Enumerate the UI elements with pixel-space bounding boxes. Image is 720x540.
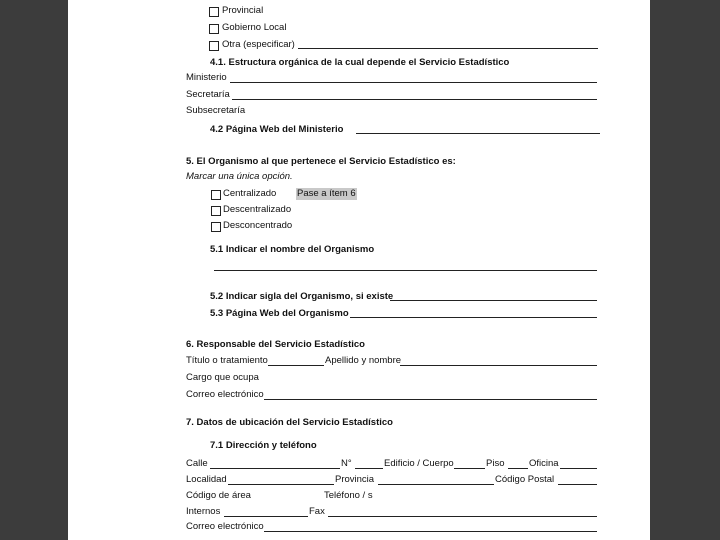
- calle-field[interactable]: [210, 468, 340, 469]
- sigla-organismo-field[interactable]: [390, 300, 597, 301]
- apellido-label: Apellido y nombre: [325, 355, 402, 366]
- option-gobierno-local-label: Gobierno Local: [222, 22, 287, 33]
- option-provincial-label: Provincial: [222, 5, 264, 16]
- q53-title: 5.3 Página Web del Organismo: [210, 308, 349, 319]
- numero-field[interactable]: [355, 468, 383, 469]
- piso-label: Piso: [486, 458, 505, 469]
- secretaria-label: Secretaría: [186, 89, 230, 100]
- edificio-label: Edificio / Cuerpo: [384, 458, 454, 469]
- correo-servicio-label: Correo electrónico: [186, 521, 264, 532]
- titulo-field[interactable]: [268, 365, 324, 366]
- pase-item-note: Pase a ítem 6: [297, 188, 356, 199]
- checkbox-desconcentrado[interactable]: [211, 222, 221, 232]
- provincia-field[interactable]: [378, 484, 494, 485]
- secretaria-field[interactable]: [232, 99, 597, 100]
- codigo-postal-label: Código Postal: [495, 474, 555, 485]
- titulo-label: Título o tratamiento: [186, 355, 268, 366]
- oficina-label: Oficina: [529, 458, 559, 469]
- form-page: [68, 0, 650, 540]
- section5-title: 5. El Organismo al que pertenece el Servicio Estadístico es:: [186, 156, 456, 167]
- q51-title: 5.1 Indicar el nombre del Organismo: [210, 244, 375, 255]
- subsecretaria-label: Subsecretaría: [186, 105, 246, 116]
- oficina-field[interactable]: [560, 468, 597, 469]
- q71-title: 7.1 Dirección y teléfono: [210, 440, 317, 451]
- q52-title: 5.2 Indicar sigla del Organismo, si existe: [210, 291, 394, 302]
- provincia-label: Provincia: [335, 474, 375, 485]
- codigo-postal-field[interactable]: [558, 484, 597, 485]
- section6-title: 6. Responsable del Servicio Estadístico: [186, 339, 365, 350]
- checkbox-otra[interactable]: [209, 41, 219, 51]
- codigo-area-label: Código de área: [186, 490, 251, 501]
- piso-field[interactable]: [508, 468, 528, 469]
- option-centralizado-label: Centralizado: [223, 188, 277, 199]
- internos-field[interactable]: [224, 516, 308, 517]
- correo-servicio-field[interactable]: [264, 531, 597, 532]
- section5-instruction: Marcar una única opción.: [186, 171, 293, 182]
- q42-title: 4.2 Página Web del Ministerio: [210, 124, 344, 135]
- pagina-web-organismo-field[interactable]: [350, 317, 597, 318]
- ministerio-field[interactable]: [230, 82, 597, 83]
- option-descentralizado-label: Descentralizado: [223, 204, 292, 215]
- localidad-label: Localidad: [186, 474, 227, 485]
- cargo-label: Cargo que ocupa: [186, 372, 259, 383]
- apellido-field[interactable]: [400, 365, 597, 366]
- fax-field[interactable]: [328, 516, 597, 517]
- edificio-field[interactable]: [454, 468, 485, 469]
- calle-label: Calle: [186, 458, 208, 469]
- q41-title: 4.1. Estructura orgánica de la cual depende el Servicio Estadístico: [210, 57, 510, 68]
- checkbox-provincial[interactable]: [209, 7, 219, 17]
- otra-specify-field[interactable]: [298, 48, 598, 49]
- checkbox-descentralizado[interactable]: [211, 206, 221, 216]
- option-otra-label: Otra (especificar): [222, 39, 295, 50]
- internos-label: Internos: [186, 506, 221, 517]
- ministerio-label: Ministerio: [186, 72, 227, 83]
- pagina-web-ministerio-field[interactable]: [356, 133, 600, 134]
- fax-label: Fax: [309, 506, 325, 517]
- localidad-field[interactable]: [228, 484, 334, 485]
- correo-responsable-label: Correo electrónico: [186, 389, 264, 400]
- section7-title: 7. Datos de ubicación del Servicio Estadístico: [186, 417, 393, 428]
- correo-responsable-field[interactable]: [264, 399, 597, 400]
- nombre-organismo-field[interactable]: [214, 270, 597, 271]
- telefonos-label: Teléfono / s: [324, 490, 373, 501]
- checkbox-gobierno-local[interactable]: [209, 24, 219, 34]
- checkbox-centralizado[interactable]: [211, 190, 221, 200]
- option-desconcentrado-label: Desconcentrado: [223, 220, 293, 231]
- numero-label: N°: [341, 458, 352, 469]
